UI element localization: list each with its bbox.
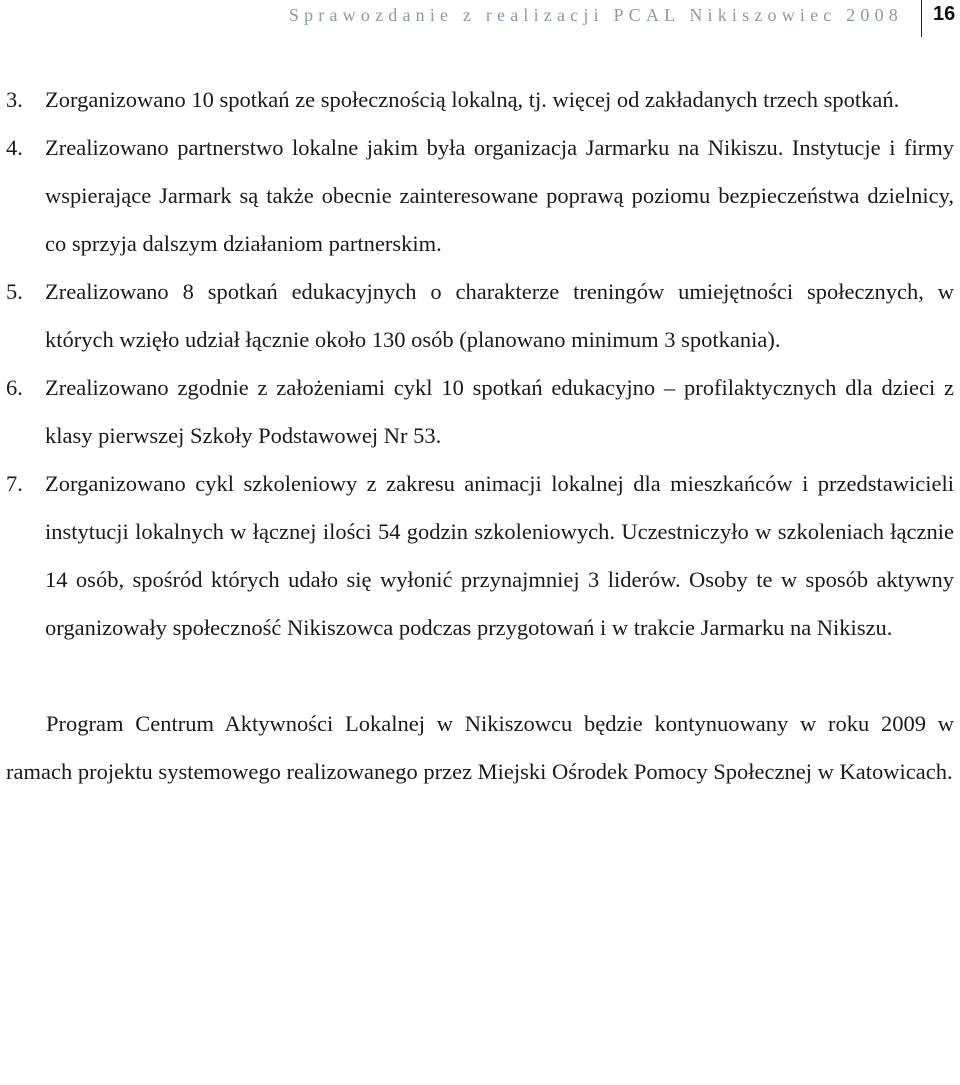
list-item-number: 7. <box>6 471 23 496</box>
list-item-text: Zrealizowano 8 spotkań edukacyjnych o charakterze treningów umiejętności społecznych, w których wzięło udział łącznie około 130 osób (planowano minimum 3 spotkania). <box>45 279 954 352</box>
list-item-text: Zrealizowano partnerstwo lokalne jakim była organizacja Jarmarku na Nikiszu. Instytucje i firmy wspierające Jarmark są także obecnie zainteresowane poprawą poziomu bezpieczeństwa dzielnicy, co sprzyja dalszym działaniom partnerskim. <box>45 135 954 256</box>
header-title: Sprawozdanie z realizacji PCAL Nikiszowiec 2008 <box>288 5 903 25</box>
list-item-text: Zorganizowano 10 spotkań ze społecznością lokalną, tj. więcej od zakładanych trzech spotkań. <box>45 87 900 112</box>
list-item-text: Zorganizowano cykl szkoleniowy z zakresu animacji lokalnej dla mieszkańców i przedstawicieli instytucji lokalnych w łącznej ilości 54 godzin szkoleniowych. Uczestniczyło w szkoleniach łącznie 14 osób, spośród których udało się wyłonić przynajmniej 3 liderów. Osoby te w sposób aktywny organizowały społeczność Nikiszowca podczas przygotowań i w trakcie Jarmarku na Nikiszu. <box>45 471 954 640</box>
list-item-7 <box>6 460 954 652</box>
page-header <box>0 0 960 38</box>
list-item-number: 5. <box>6 279 23 304</box>
list-item-number: 3. <box>6 87 23 112</box>
document-body <box>6 76 954 796</box>
list-item-4 <box>6 124 954 268</box>
list-item-text: Zrealizowano zgodnie z założeniami cykl 10 spotkań edukacyjno – profilaktycznych dla dzieci z klasy pierwszej Szkoły Podstawowej Nr 53. <box>45 375 954 448</box>
list-item-number: 4. <box>6 135 23 160</box>
list-item-number: 6. <box>6 375 23 400</box>
list-item-6 <box>6 364 954 460</box>
page-number: 16 <box>933 3 956 25</box>
closing-paragraph: Program Centrum Aktywności Lokalnej w Nikiszowcu będzie kontynuowany w roku 2009 w ramach projektu systemowego realizowanego przez Miejski Ośrodek Pomocy Społecznej w Katowicach. <box>6 711 954 784</box>
list-item-3 <box>6 76 954 124</box>
header-divider <box>921 0 922 37</box>
list-item-5 <box>6 268 954 364</box>
